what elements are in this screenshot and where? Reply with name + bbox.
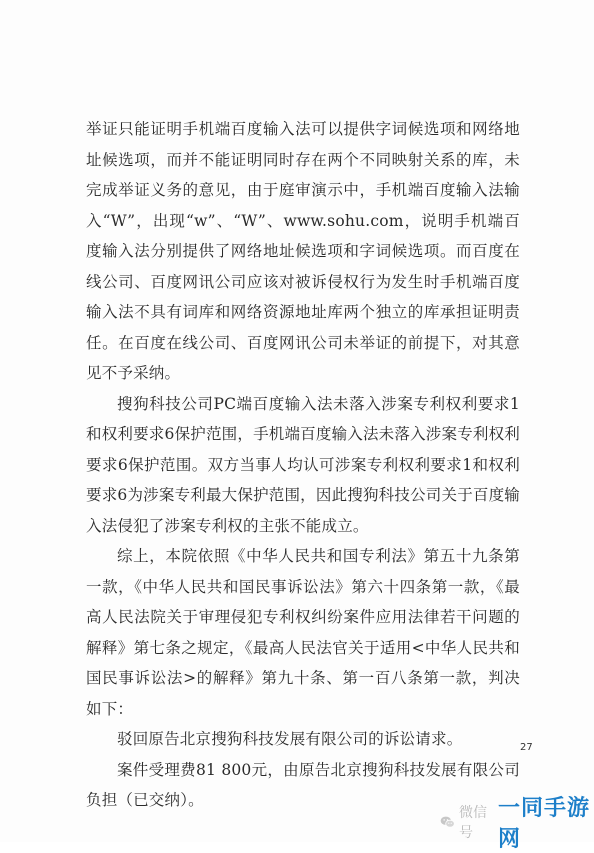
page-number: 27 bbox=[520, 742, 533, 753]
watermark bbox=[440, 796, 594, 852]
paragraph-evidence: 举证只能证明手机端百度输入法可以提供字词候选项和网络地址候选项，而并不能证明同时存在两个不同映射关系的库，未完成举证义务的意见，由于庭审演示中，手机端百度输入法输入“W”，出现“w”、“W”、www.sohu.com，说明手机端百度输入法分别提供了网络地址候选项和字词候选项。而百度在线公司、百度网讯公司应该对被诉侵权行为发生时手机端百度输入法不具有词库和网络资源地址库两个独立的库承担证明责任。在百度在线公司、百度网讯公司未举证的前提下，对其意见不予采纳。 bbox=[86, 120, 520, 382]
paragraph-court-fee: 案件受理费81 800元，由原告北京搜狗科技发展有限公司负担（已交纳）。 bbox=[86, 760, 520, 809]
document-body bbox=[86, 114, 520, 816]
paragraph-legal-basis: 综上，本院依照《中华人民共和国专利法》第五十九条第一款，《中华人民共和国民事诉讼法》第六十四条第一款，《最高人民法院关于审理侵犯专利权纠纷案件应用法律若干问题的解释》第七条之规定，《最高人民法官关于适用<中华人民共和国民事诉讼法>的解释》第九十条、第一百八条第一款，判决如下： bbox=[86, 547, 520, 718]
watermark-wechat-label: 微信号 bbox=[459, 805, 488, 841]
watermark-brand: 一同手游网 bbox=[498, 796, 591, 852]
paragraph-protection-scope: 搜狗科技公司PC端百度输入法未落入涉案专利权利要求1和权利要求6保护范围，手机端百度输入法未落入涉案专利权利要求6保护范围。双方当事人均认可涉案专利权利要求1和权利要求6为涉案专利最大保护范围，因此搜狗科技公司关于百度输入法侵犯了涉案专利权的主张不能成立。 bbox=[86, 394, 520, 535]
paragraph-judgment: 驳回原告北京搜狗科技发展有限公司的诉讼请求。 bbox=[117, 730, 463, 748]
wechat-icon bbox=[440, 814, 455, 830]
